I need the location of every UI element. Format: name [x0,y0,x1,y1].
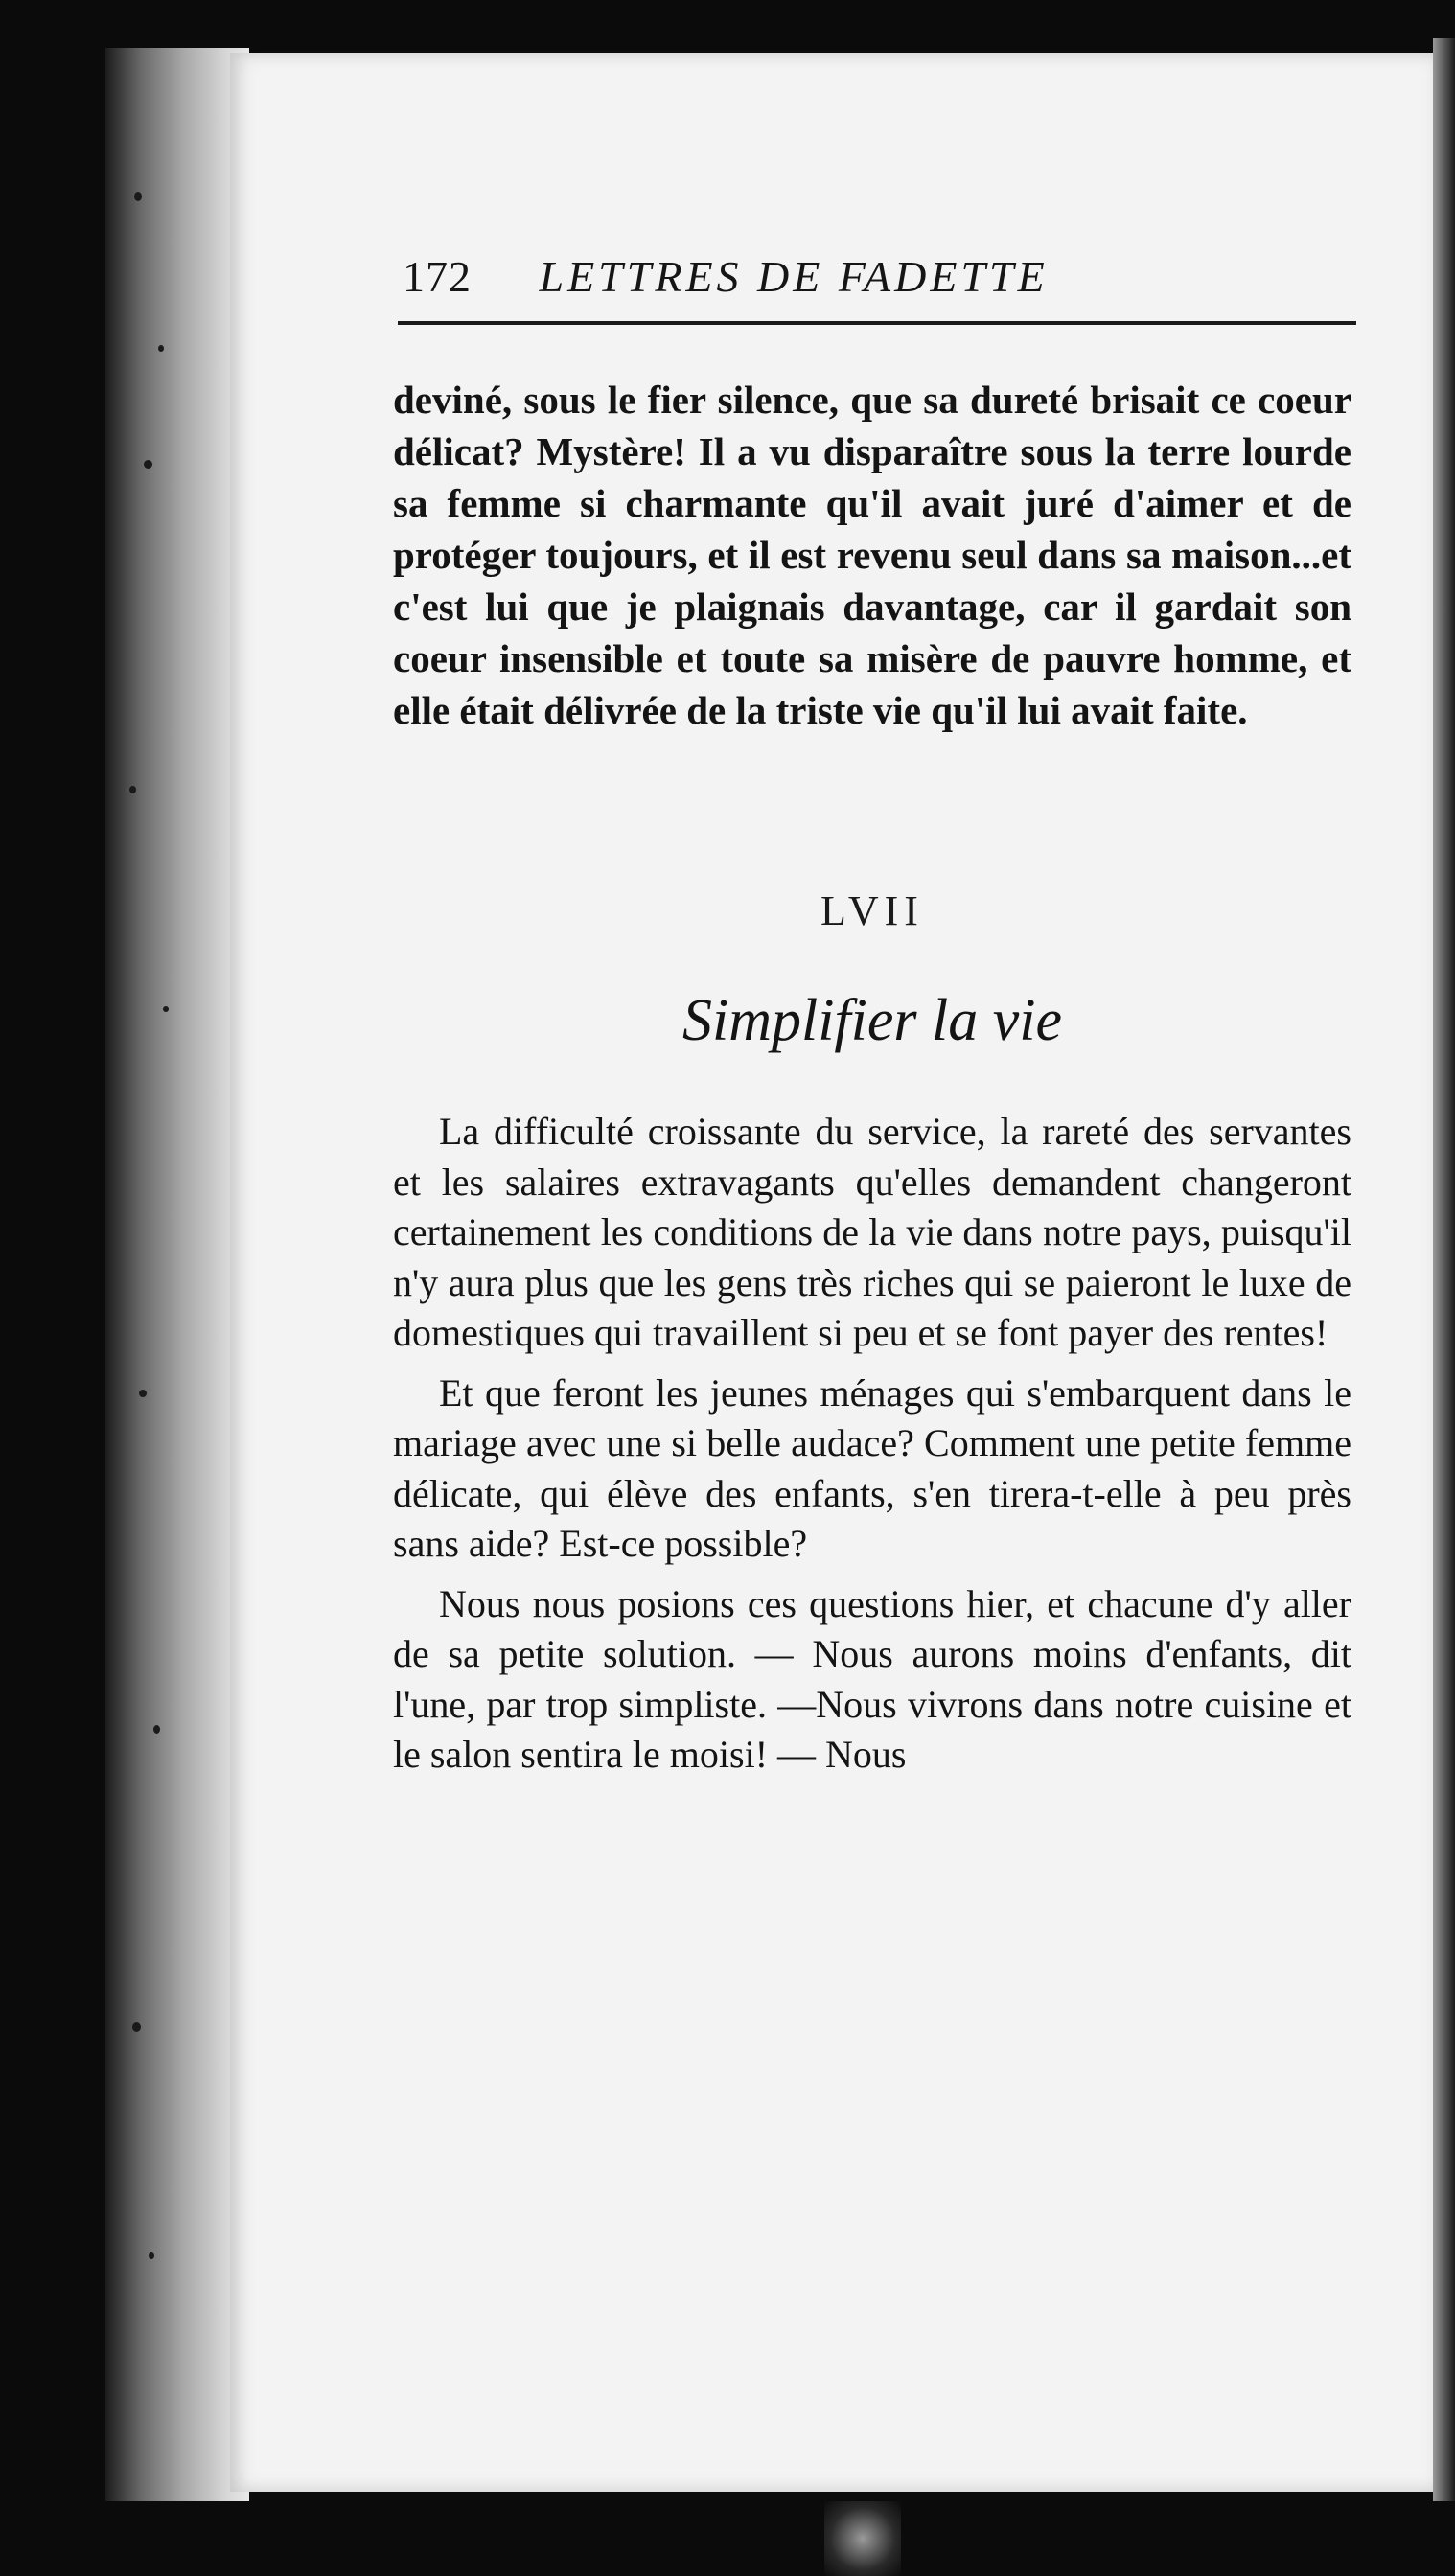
scan-speck [153,1725,160,1734]
running-head [403,251,1361,302]
scan-speck [163,1006,169,1012]
page-number: 172 [403,252,472,301]
scan-speck [129,786,136,794]
section-body [393,1107,1351,1790]
scan-speck [139,1390,147,1397]
paragraph: La difficulté croissante du service, la rareté des servantes et les salaires extravagants qu'elles demandent changeront certainement les conditions de la vie dans notre pays, puisqu'il n'y aura plus que les gens très riches qui se paieront le luxe de domestiques qui travaillent si peu et se font payer des rentes! [393,1110,1351,1354]
header-rule [398,321,1356,325]
binding-mark [824,2501,901,2576]
scan-speck [144,460,152,469]
scan-speck [132,2022,141,2032]
scan-speck [134,192,142,201]
page-right-edge [1433,38,1455,2501]
paragraph: Nous nous posions ces questions hier, et chacune d'y aller de sa petite solution. — Nous aurons moins d'enfants, dit l'une, par trop simpliste. —Nous vivrons dans notre cuisine et le salon sentira le moisi! — Nous [393,1581,1351,1776]
page-gutter [105,48,249,2501]
scan-speck [158,345,164,352]
scan-speck [149,2252,154,2259]
book-title: LETTRES DE FADETTE [539,252,1049,301]
paragraph: Et que feront les jeunes ménages qui s'embarquent dans le mariage avec une si belle audace? Comment une petite femme délicate, qui élève des enfants, s'en tirera-t-elle à peu près sans aide? Est-ce possible? [393,1370,1351,1565]
section-numeral: LVII [820,887,924,934]
section-title: Simplifier la vie [681,988,1063,1053]
continued-paragraph-block [393,374,1351,736]
continued-paragraph: deviné, sous le fier silence, que sa dureté brisait ce coeur délicat? Mystère! Il a vu disparaître sous la terre lourde sa femme si charmante qu'il avait juré d'aimer et de protéger toujours, et il est revenu seul dans sa maison...et c'est lui que je plaignais davantage, car il gardait son coeur insensible et toute sa misère de pauvre homme, et elle était délivrée de la triste vie qu'il lui avait faite. [393,378,1351,732]
